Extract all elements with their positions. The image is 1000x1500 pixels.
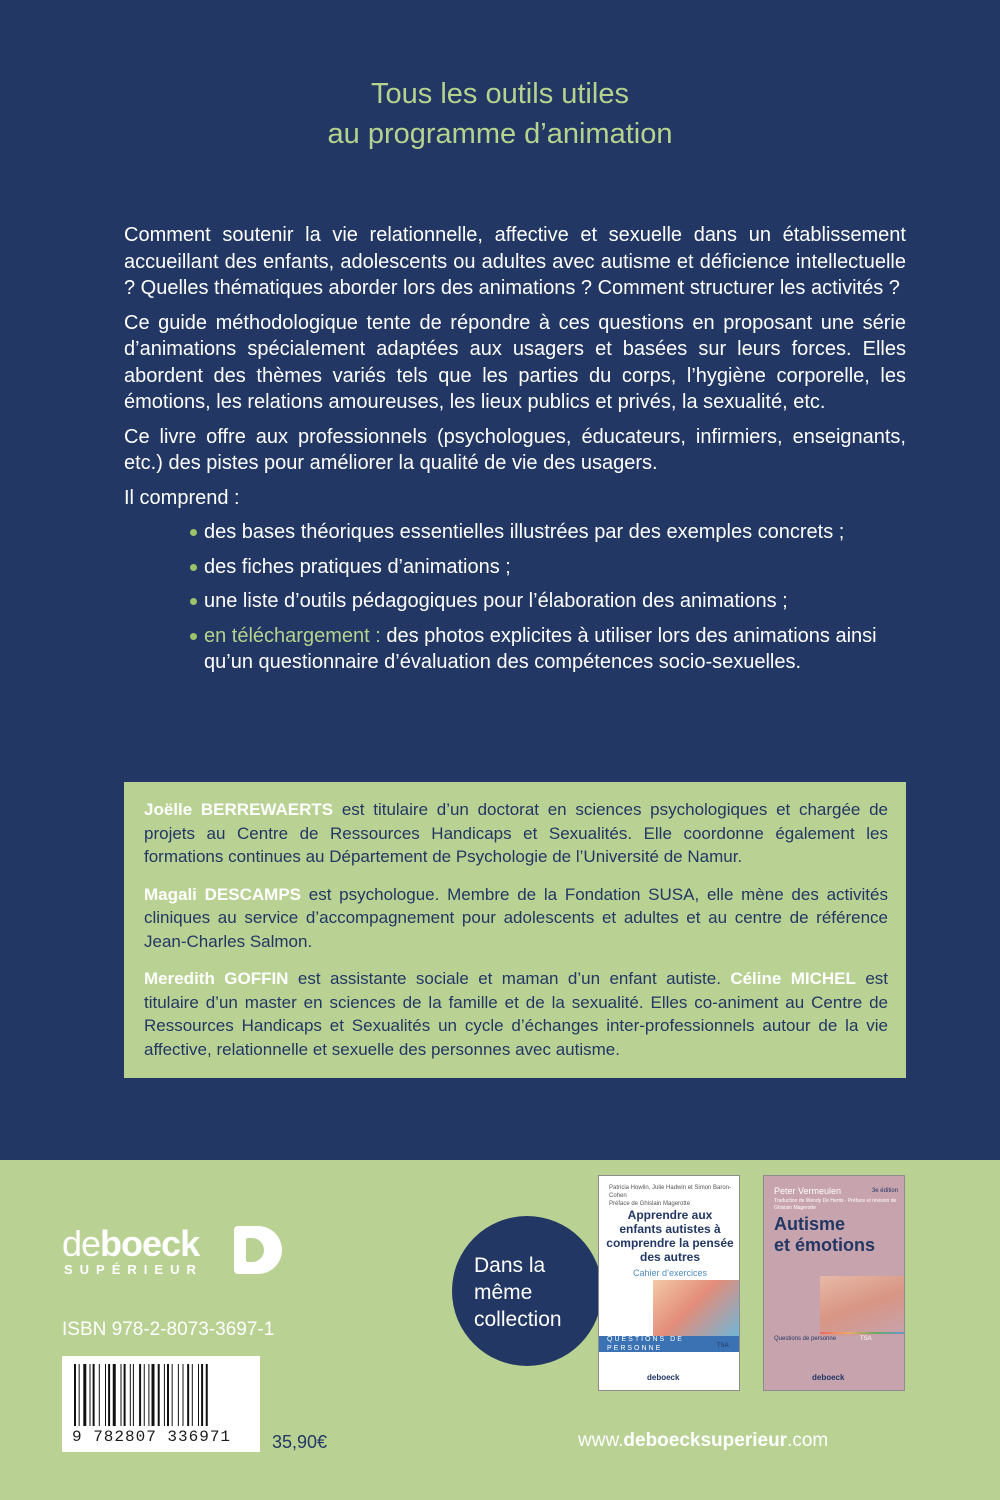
title-line-2: au programme d’animation bbox=[327, 118, 673, 150]
website-domain: deboecksuperieur bbox=[623, 1430, 788, 1451]
title-line-1: Tous les outils utiles bbox=[371, 78, 629, 110]
barcode-bars-icon bbox=[72, 1364, 250, 1426]
author-text: est assistante sociale et maman d’un enfant autiste. bbox=[288, 969, 731, 988]
book2-title-line-2: et émotions bbox=[774, 1235, 876, 1255]
book1-title: Apprendre aux enfants autistes à comprendre la pensée des autres bbox=[606, 1208, 734, 1264]
list-item: une liste d’outils pédagogiques pour l’élaboration des animations ; bbox=[190, 588, 906, 615]
author-name: Magali DESCAMPS bbox=[144, 884, 301, 904]
page-title bbox=[0, 74, 1000, 154]
author-text: est titulaire d’un master en sciences de la famille et de la sexualité. Elles co-animent au Centre de Ressources Handicaps et Sexualités un cycle d’échanges inter-professionnels autour de la vie affective, relationnelle et sexuelle des personnes avec autisme. bbox=[144, 969, 889, 1059]
isbn: ISBN 978-2-8073-3697-1 bbox=[62, 1319, 275, 1340]
book2-cover-photo bbox=[820, 1276, 904, 1336]
list-item: des bases théoriques essentielles illustrées par des exemples concrets ; bbox=[190, 519, 906, 546]
download-highlight: en téléchargement : bbox=[204, 624, 381, 647]
contents-list bbox=[190, 519, 906, 676]
book2-tag: TSA bbox=[860, 1336, 872, 1342]
author-bio-3 bbox=[144, 967, 888, 1061]
book2-author: Peter Vermeulen bbox=[774, 1186, 842, 1196]
book2-title bbox=[774, 1214, 875, 1256]
desc-paragraph-2: Ce guide méthodologique tente de répondre à ces questions en proposant une série d’animations spécialement adaptées aux usagers et basées sur leurs forces. Elles abordent des thèmes variés tels que les parties du corps, l’hygiène corporelle, les émotions, les relations amoureuses, les lieux publics et privés, la sexualité, etc. bbox=[124, 311, 906, 413]
book1-cover-photo bbox=[653, 1280, 740, 1336]
logo-d-icon bbox=[234, 1226, 282, 1274]
book1-collection: QUESTIONS DE PERSONNE bbox=[607, 1336, 684, 1352]
book2-color-bar bbox=[820, 1332, 904, 1334]
related-book-2[interactable] bbox=[763, 1175, 905, 1391]
author-text: est titulaire d’un doctorat en sciences psychologiques et chargée de projets au Centre de Ressources Handicaps et Sexualités. Elle coordonne également les formations continues au Département de Psychologie de l’Université de Namur. bbox=[144, 800, 888, 866]
website-suffix: .com bbox=[787, 1430, 829, 1451]
author-text: est psychologue. Membre de la Fondation SUSA, elle mène des activités cliniques au service d’accompagnement pour adolescents et adultes et au centre de référence Jean-Charles Salmon. bbox=[144, 884, 888, 951]
collection-badge bbox=[452, 1216, 602, 1366]
list-item-download bbox=[190, 623, 906, 676]
book2-collection: Questions de personne bbox=[774, 1336, 837, 1342]
publisher-logo bbox=[62, 1222, 292, 1282]
website-link[interactable] bbox=[578, 1430, 828, 1452]
price: 35,90€ bbox=[272, 1432, 328, 1452]
logo-subtitle: SUPÉRIEUR bbox=[64, 1262, 203, 1277]
book1-subtitle: Cahier d’exercices bbox=[632, 1268, 708, 1278]
author-name: Joëlle BERREWAERTS bbox=[144, 800, 334, 819]
logo-wordmark bbox=[62, 1222, 199, 1266]
barcode bbox=[62, 1356, 260, 1452]
book2-credits: Traduction de Wendy De Hertis · Préface et révision de Ghislain Magerotte bbox=[774, 1198, 897, 1211]
logo-boeck: boeck bbox=[100, 1223, 200, 1264]
description bbox=[124, 222, 906, 684]
desc-paragraph-1: Comment soutenir la vie relationnelle, affective et sexuelle dans un établissement accueillant des enfants, adolescents ou adultes avec autisme et déficience intellectuelle ? Quelles thématiques aborder lors des animations ? Comment structurer les activités ? bbox=[124, 224, 906, 299]
author-name: Céline MICHEL bbox=[730, 969, 856, 988]
desc-paragraph-3: Ce livre offre aux professionnels (psychologues, éducateurs, infirmiers, enseignants, etc.) des pistes pour améliorer la qualité de vie des usagers. bbox=[124, 425, 906, 474]
author-name: Meredith GOFFIN bbox=[144, 969, 289, 988]
author-bio-1 bbox=[144, 798, 888, 869]
related-book-1[interactable] bbox=[598, 1175, 740, 1391]
barcode-number: 9 782807 336971 bbox=[72, 1428, 232, 1446]
book1-authors bbox=[609, 1184, 734, 1208]
book2-logo: deboeck bbox=[812, 1373, 845, 1382]
desc-paragraph-4: Il comprend : bbox=[124, 486, 240, 509]
collection-line-2: même bbox=[474, 1281, 533, 1304]
collection-line-1: Dans la bbox=[474, 1254, 546, 1277]
website-prefix: www. bbox=[578, 1430, 624, 1451]
book1-author-names: Patricia Howlin, Julie Hadwin et Simon Baron-Cohen bbox=[609, 1185, 732, 1199]
collection-line-3: collection bbox=[474, 1308, 562, 1331]
author-bio-2 bbox=[144, 883, 888, 954]
authors-box bbox=[124, 782, 906, 1078]
book1-preface: Préface de Ghislain Magerotte bbox=[609, 1201, 691, 1207]
book2-title-line-1: Autisme bbox=[774, 1214, 846, 1234]
book2-edition: 3e édition bbox=[871, 1188, 898, 1194]
book1-tag: TSA bbox=[717, 1343, 729, 1349]
logo-de: de bbox=[62, 1223, 101, 1264]
list-item: des fiches pratiques d’animations ; bbox=[190, 554, 906, 581]
download-text: des photos explicites à utiliser lors des animations ainsi qu’un questionnaire d’évaluation des compétences socio-sexuelles. bbox=[204, 624, 877, 673]
book1-logo: deboeck bbox=[647, 1373, 680, 1382]
